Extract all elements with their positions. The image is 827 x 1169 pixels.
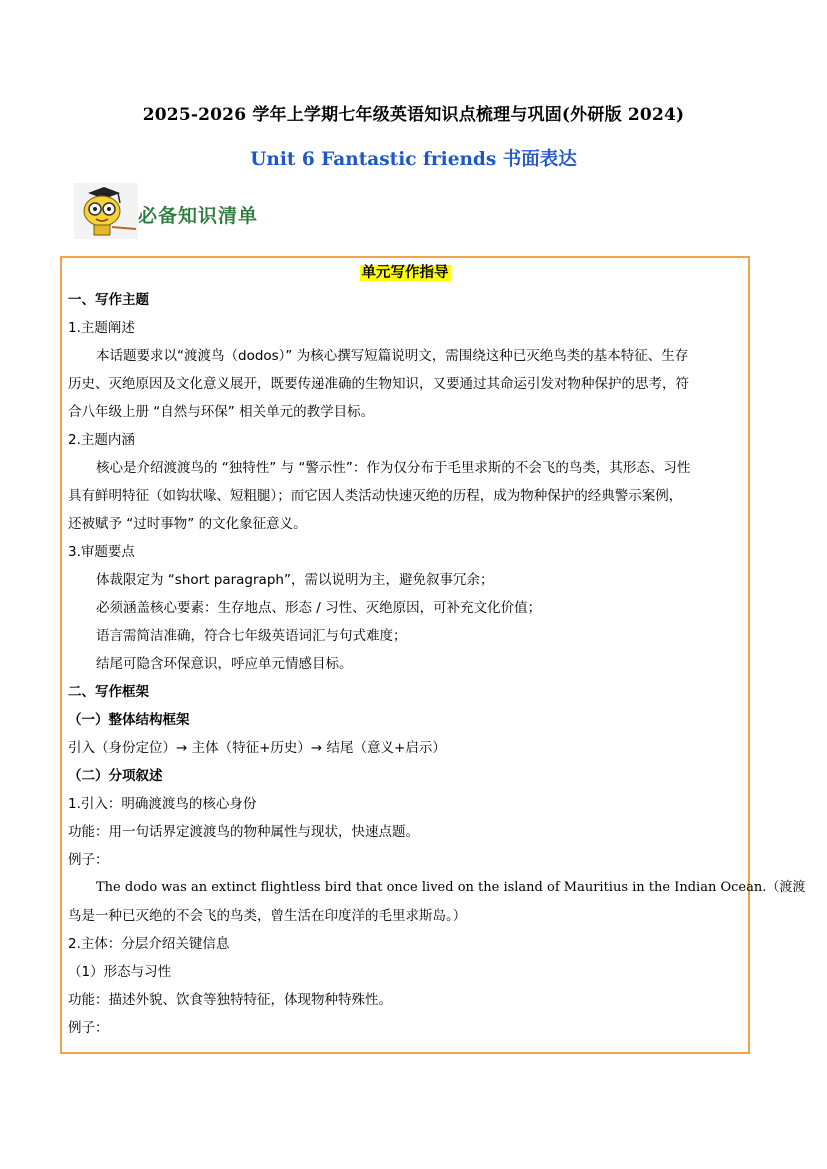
writing-guide-box	[60, 256, 806, 1054]
subsection-heading: （一）整体结构框架	[68, 712, 190, 728]
paragraph-line: 核心是介绍渡渡鸟的 “独特性” 与 “警示性”：作为仅分布于毛里求斯的不会飞的鸟类，其形态、习性	[96, 460, 691, 476]
example-sentence: The dodo was an extinct flightless bird that once lived on the island of Mauritius in the Indian Ocean.（渡渡	[96, 880, 806, 895]
paragraph-line: 具有鲜明特征（如钩状喙、短粗腿）；而它因人类活动快速灭绝的历程，成为物种保护的经典警示案例，	[68, 488, 683, 504]
document-title: 2025-2026 学年上学期七年级英语知识点梳理与巩固(外研版 2024)	[142, 105, 685, 125]
example-label: 例子：	[68, 852, 109, 868]
subsection-heading: 2.主题内涵	[68, 432, 135, 448]
item-heading: 2.主体：分层介绍关键信息	[68, 936, 230, 952]
box-heading: 单元写作指导	[361, 265, 449, 281]
cartoon-scholar-icon	[74, 183, 138, 239]
paragraph-line: 本话题要求以“渡渡鸟（dodos）” 为核心撰写短篇说明文，需围绕这种已灭绝鸟类的基本特征、生存	[96, 348, 689, 364]
section-heading: 二、写作框架	[68, 684, 149, 700]
structure-flow: 引入（身份定位）→ 主体（特征+历史）→ 结尾（意义+启示）	[68, 740, 446, 756]
paragraph-line: 历史、灭绝原因及文化意义展开，既要传递准确的生物知识，又要通过其命运引发对物种保护的思考，符	[68, 376, 689, 392]
subsection-heading: 3.审题要点	[68, 544, 135, 560]
section-heading: 一、写作主题	[68, 292, 149, 308]
document-subtitle: Unit 6 Fantastic friends 书面表达	[250, 149, 577, 170]
function-line: 功能：描述外貌、饮食等独特特征，体现物种特殊性。	[68, 992, 392, 1008]
subsection-heading: （二）分项叙述	[68, 768, 163, 784]
example-label: 例子：	[68, 1020, 109, 1036]
list-item: 结尾可隐含环保意识，呼应单元情感目标。	[96, 656, 353, 672]
subsection-heading: 1.主题阐述	[68, 320, 135, 336]
example-translation: 鸟是一种已灭绝的不会飞的鸟类，曾生活在印度洋的毛里求斯岛。）	[68, 908, 467, 924]
item-subheading: （1）形态与习性	[68, 964, 172, 980]
list-item: 必须涵盖核心要素：生存地点、形态 / 习性、灭绝原因，可补充文化价值；	[96, 600, 542, 616]
list-item: 语言需简洁准确，符合七年级英语词汇与句式难度；	[96, 628, 407, 644]
paragraph-line: 还被赋予 “过时事物” 的文化象征意义。	[68, 516, 307, 532]
item-heading: 1.引入：明确渡渡鸟的核心身份	[68, 796, 257, 812]
function-line: 功能：用一句话界定渡渡鸟的物种属性与现状，快速点题。	[68, 824, 419, 840]
paragraph-line: 合八年级上册 “自然与环保” 相关单元的教学目标。	[68, 404, 375, 420]
list-item: 体裁限定为 “short paragraph”，需以说明为主，避免叙事冗余；	[96, 572, 494, 588]
section-banner	[74, 183, 314, 241]
banner-label: 必备知识清单	[138, 205, 259, 227]
